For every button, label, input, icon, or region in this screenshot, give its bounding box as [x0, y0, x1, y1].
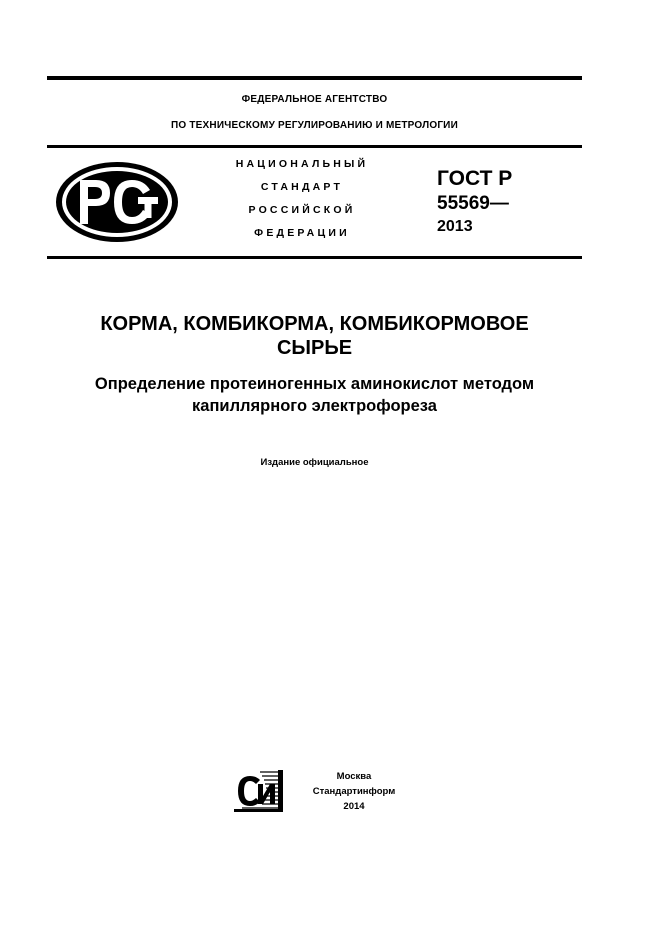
national-line-4: ФЕДЕРАЦИИ — [254, 227, 350, 239]
gost-number: 55569— — [437, 193, 509, 214]
publisher-year: 2014 — [343, 801, 365, 812]
agency-line-2: ПО ТЕХНИЧЕСКОМУ РЕГУЛИРОВАНИЮ И МЕТРОЛОГИИ — [171, 120, 458, 131]
gost-year: 2013 — [437, 218, 473, 235]
document-title-line-1: КОРМА, КОМБИКОРМА, КОМБИКОРМОВОЕ — [100, 313, 529, 335]
top-rule — [47, 76, 582, 80]
standartinform-logo-icon — [234, 770, 284, 812]
document-title-line-2: СЫРЬЕ — [276, 337, 353, 359]
agency-line-1: ФЕДЕРАЛЬНОЕ АГЕНТСТВО — [241, 94, 388, 105]
middle-rule — [47, 145, 582, 148]
bottom-rule — [47, 256, 582, 259]
national-line-2: СТАНДАРТ — [260, 181, 344, 193]
publisher-name: Стандартинформ — [312, 786, 396, 797]
national-line-3: РОССИЙСКОЙ — [248, 204, 356, 216]
document-subtitle-line-1: Определение протеиногенных аминокислот методом — [94, 375, 535, 393]
gost-label: ГОСТ Р — [437, 167, 513, 190]
document-subtitle-line-2: капиллярного электрофореза — [192, 397, 437, 415]
national-line-1: НАЦИОНАЛЬНЫЙ — [235, 158, 369, 170]
edition-label: Издание официальное — [260, 457, 369, 468]
publisher-city: Москва — [336, 771, 372, 782]
rst-certification-logo-icon — [54, 160, 180, 244]
